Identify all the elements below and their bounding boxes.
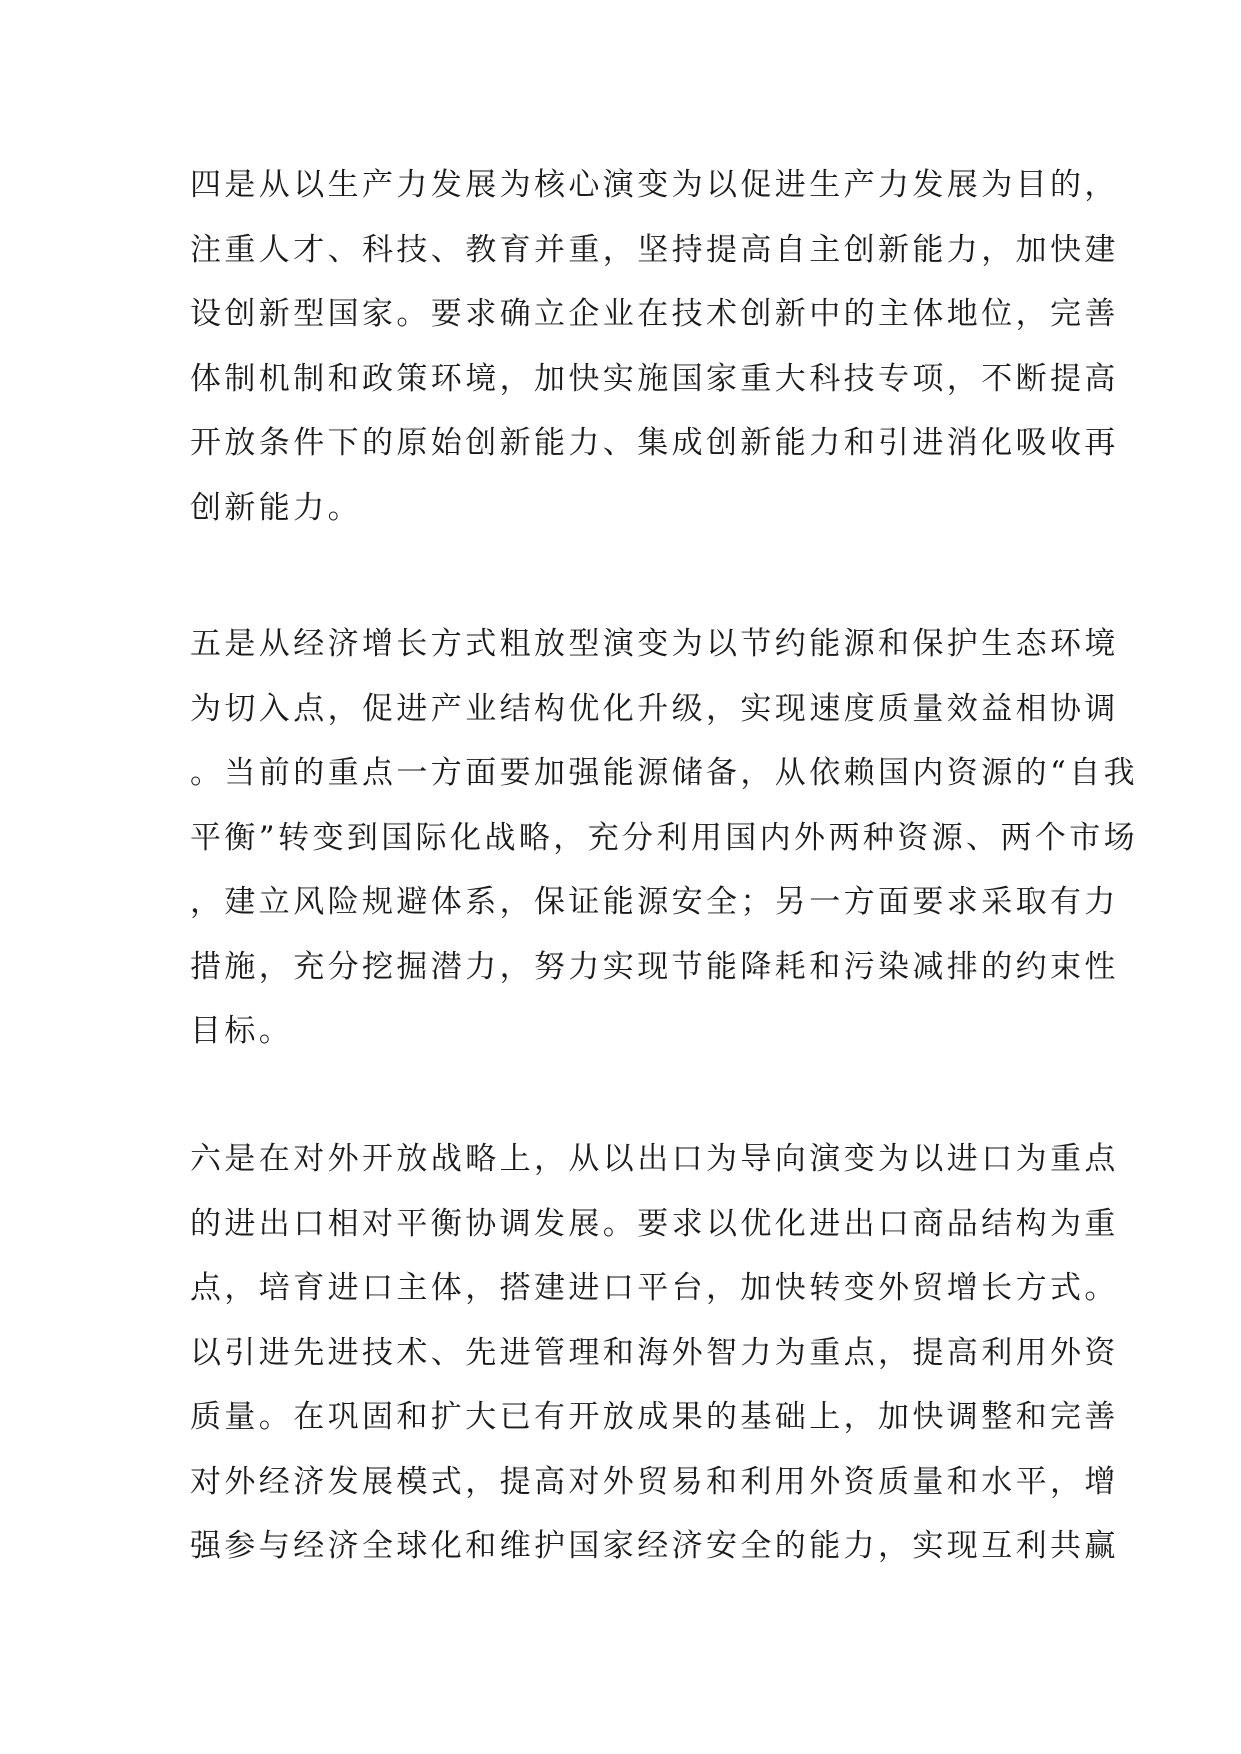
paragraph-four xyxy=(190,153,1119,540)
text-line: 平衡”转变到国际化战略，充分利用国内外两种资源、两个市场 xyxy=(190,819,1139,856)
text-line: 目标。 xyxy=(190,1013,294,1049)
text-line: 强参与经济全球化和维护国家经济安全的能力，实现互利共赢 xyxy=(190,1528,1119,1564)
text-line: 体制机制和政策环境，加快实施国家重大科技专项，不断提高 xyxy=(190,360,1119,397)
text-line: 为切入点，促进产业结构优化升级，实现速度质量效益相协调 xyxy=(190,690,1119,727)
paragraph-five xyxy=(190,612,1139,1064)
text-line: 创新能力。 xyxy=(190,489,362,526)
text-line: 点，培育进口主体，搭建进口平台，加快转变外贸增长方式。 xyxy=(190,1270,1119,1306)
text-line: 开放条件下的原始创新能力、集成创新能力和引进消化吸收再 xyxy=(190,425,1119,461)
text-line: ，建立风险规避体系，保证能源安全；另一方面要求采取有力 xyxy=(190,884,1119,920)
paragraph-six xyxy=(190,1127,1119,1579)
text-line: 对外经济发展模式，提高对外贸易和利用外资质量和水平，增 xyxy=(190,1463,1119,1500)
text-line: 的进出口相对平衡协调发展。要求以优化进出口商品结构为重 xyxy=(190,1205,1119,1242)
text-line: 以引进先进技术、先进管理和海外智力为重点，提高利用外资 xyxy=(190,1334,1119,1371)
text-line: 设创新型国家。要求确立企业在技术创新中的主体地位，完善 xyxy=(190,296,1119,332)
text-line: 四是从以生产力发展为核心演变为以促进生产力发展为目的， xyxy=(190,167,1119,203)
text-line: 六是在对外开放战略上，从以出口为导向演变为以进口为重点 xyxy=(190,1141,1119,1177)
text-line: 措施，充分挖掘潜力，努力实现节能降耗和污染减排的约束性 xyxy=(190,948,1119,985)
text-line: 五是从经济增长方式粗放型演变为以节约能源和保护生态环境 xyxy=(190,626,1119,662)
text-line: 。当前的重点一方面要加强能源储备，从依赖国内资源的“自我 xyxy=(190,755,1139,791)
text-line: 质量。在巩固和扩大已有开放成果的基础上，加快调整和完善 xyxy=(190,1399,1119,1435)
text-line: 注重人才、科技、教育并重，坚持提高自主创新能力，加快建 xyxy=(190,231,1119,268)
